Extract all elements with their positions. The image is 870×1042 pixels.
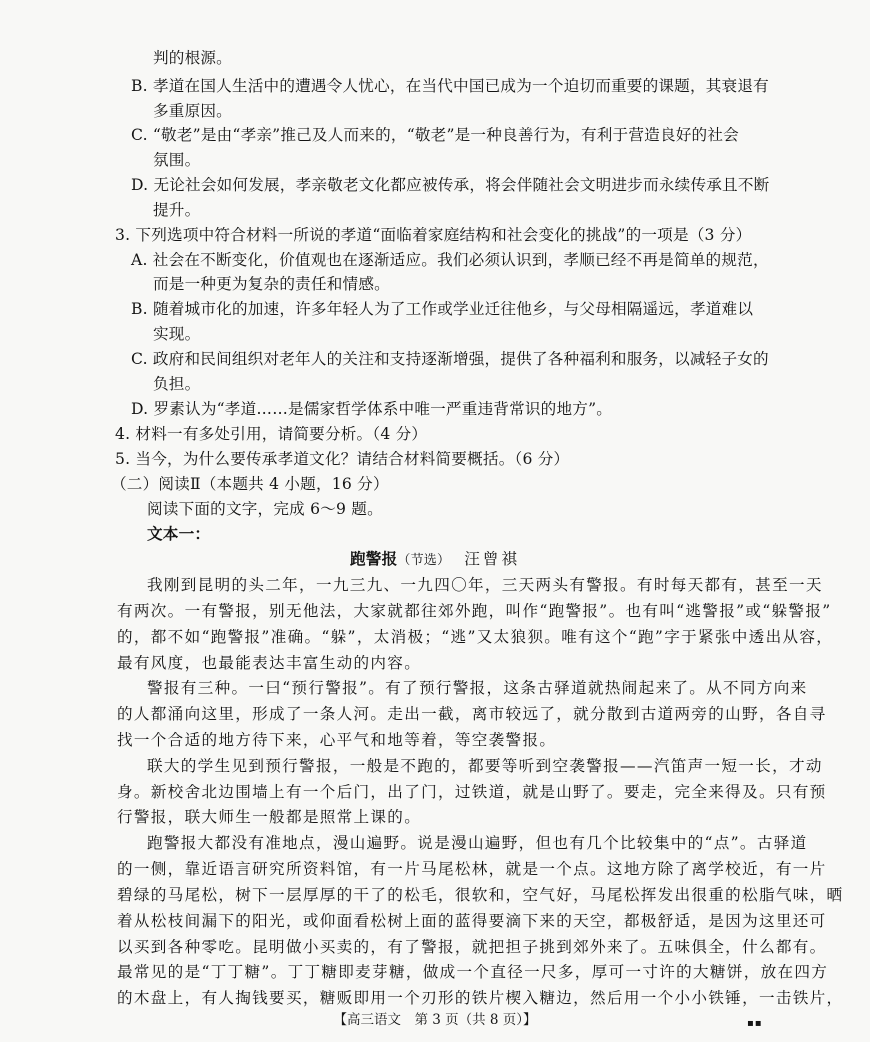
option-c: C. “敬老”是由“孝亲”推己及人而来的，“敬老”是一种良善行为，有利于营造良好的社会 xyxy=(131,126,739,144)
q3-option-b-continuation: 实现。 xyxy=(153,325,201,343)
paragraph-2-line-1: 警报有三种。一曰“预行警报”。有了预行警报，这条古驿道就热闹起来了。从不同方向来 xyxy=(147,679,808,697)
option-a-continuation: 判的根源。 xyxy=(153,49,232,67)
q3-option-a: A. 社会在不断变化，价值观也在逐渐适应。我们必须认识到，孝顺已经不再是简单的规范， xyxy=(131,251,769,269)
question-3: 3. 下列选项中符合材料一所说的孝道“面临着家庭结构和社会变化的挑战”的一项是（3 分） xyxy=(115,226,752,244)
q3-option-c-continuation: 负担。 xyxy=(153,375,201,393)
paragraph-3-line-2: 身。新校舍北边围墙上有一个后门，出了门，过铁道，就是山野了。要走，完全来得及。只有预 xyxy=(117,783,827,801)
paragraph-4-line-7: 的木盘上，有人掏钱要买，糖贩即用一个刃形的铁片楔入糖边，然后用一个小小铁锤，一击铁片， xyxy=(117,989,844,1007)
article-title-main: 跑警报 xyxy=(350,549,398,568)
paragraph-1-line-2: 有两次。一有警报，别无他法，大家就都往郊外跑，叫作“跑警报”。也有叫“逃警报”或“躲警报” xyxy=(117,602,832,620)
page-footer: 【高三语文 第 3 页（共 8 页）】 xyxy=(333,1012,537,1028)
question-4: 4. 材料一有多处引用，请简要分析。（4 分） xyxy=(115,425,428,443)
option-c-continuation: 氛围。 xyxy=(153,151,201,169)
paragraph-4-line-5: 以买到各种零吃。昆明做小买卖的，有了警报，就把担子挑到郊外来了。五味俱全，什么都有。 xyxy=(117,938,827,956)
option-b-continuation: 多重原因。 xyxy=(153,102,232,120)
section-heading-reading-2: （二）阅读Ⅱ（本题共 4 小题，16 分） xyxy=(111,475,389,493)
reading-instruction: 阅读下面的文字，完成 6～9 题。 xyxy=(147,500,383,518)
article-author: 汪曾祺 xyxy=(464,550,520,568)
option-b: B. 孝道在国人生活中的遭遇令人忧心，在当代中国已成为一个迫切而重要的课题，其衰退有 xyxy=(131,77,769,95)
paragraph-4-line-2: 的一侧，靠近语言研究所资料馆，有一片马尾松林，就是一个点。这地方除了离学校近，有一片 xyxy=(117,860,827,878)
paragraph-4-line-3: 碧绿的马尾松，树下一层厚厚的干了的松毛，很软和，空气好，马尾松挥发出很重的松脂气味，晒 xyxy=(117,886,844,904)
paragraph-3-line-1: 联大的学生见到预行警报，一般是不跑的，都要等听到空袭警报——汽笛声一短一长，才动 xyxy=(147,757,823,775)
paragraph-2-line-2: 的人都涌向这里，形成了一条人河。走出一截，离市较远了，就分散到古道两旁的山野，各自寻 xyxy=(117,705,827,723)
option-d-continuation: 提升。 xyxy=(153,201,201,219)
paragraph-4-line-4: 着从松枝间漏下的阳光，或仰面看松树上面的蓝得要滴下来的天空，都极舒适，是因为这里还可 xyxy=(117,912,827,930)
q3-option-d: D. 罗素认为“孝道……是儒家哲学体系中唯一严重违背常识的地方”。 xyxy=(131,400,613,418)
article-title-excerpt: （节选） xyxy=(397,553,451,568)
q3-option-c: C. 政府和民间组织对老年人的关注和支持逐渐增强，提供了各种福利和服务，以减轻子女的 xyxy=(131,350,769,368)
paragraph-2-line-3: 找一个合适的地方待下来，心平气和地等着，等空袭警报。 xyxy=(117,731,557,749)
text-one-label: 文本一： xyxy=(147,524,211,543)
q3-option-b: B. 随着城市化的加速，许多年轻人为了工作或学业迁往他乡，与父母相隔遥远，孝道难以 xyxy=(131,300,754,318)
paragraph-4-line-6: 最常见的是“丁丁糖”。丁丁糖即麦芽糖，做成一个直径一尺多，厚可一寸许的大糖饼，放在四方 xyxy=(117,963,829,981)
paragraph-3-line-3: 行警报，联大师生一般都是照常上课的。 xyxy=(117,808,422,826)
option-d: D. 无论社会如何发展，孝亲敬老文化都应被传承，将会伴随社会文明进步而永续传承且不断 xyxy=(131,176,770,194)
q3-option-a-continuation: 而是一种更为复杂的责任和情感。 xyxy=(153,275,390,293)
paragraph-1-line-4: 最有风度，也最能表达丰富生动的内容。 xyxy=(117,654,422,672)
question-5: 5. 当今，为什么要传承孝道文化？请结合材料简要概括。（6 分） xyxy=(115,450,570,468)
paragraph-4-line-1: 跑警报大都没有准地点，漫山遍野。说是漫山遍野，但也有几个比较集中的“点”。古驿道 xyxy=(147,834,808,852)
article-title xyxy=(0,548,870,572)
paragraph-1-line-3: 的，都不如“跑警报”准确。“躲”，太消极；“逃”又太狼狈。唯有这个“跑”字于紧张中透出从容， xyxy=(117,628,834,646)
paragraph-1-line-1: 我刚到昆明的头二年，一九三九、一九四〇年，三天两头有警报。有时每天都有，甚至一天 xyxy=(147,576,823,594)
scan-mark: ▪▪ xyxy=(747,1018,763,1029)
